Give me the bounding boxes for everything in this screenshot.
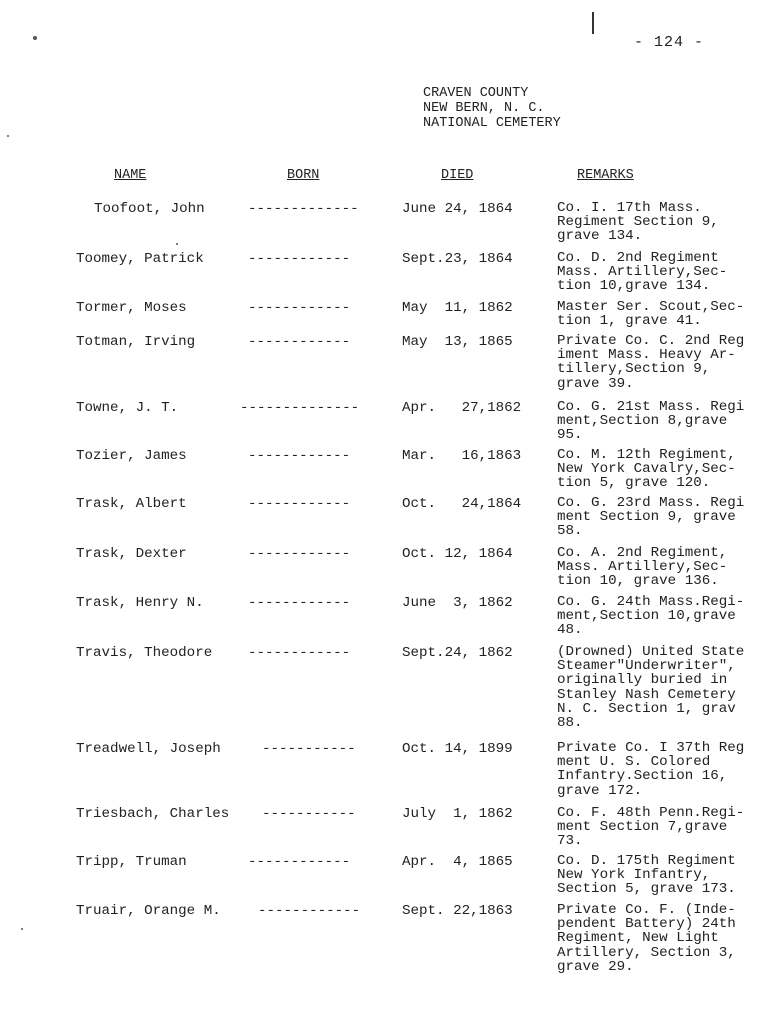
remarks-line: Co. G. 23rd Mass. Regi	[557, 495, 745, 511]
record-remarks	[557, 334, 744, 391]
remarks-line: Co. G. 24th Mass.Regi-	[557, 594, 745, 610]
record-born: ------------	[248, 334, 351, 350]
remarks-line: (Drowned) United State	[557, 644, 745, 660]
remarks-line: ment,Section 8,grave	[557, 413, 728, 430]
remarks-line: iment Mass. Heavy Ar-	[557, 347, 736, 364]
record-died: Apr. 4, 1865	[402, 854, 513, 870]
remarks-line: Master Ser. Scout,Sec-	[557, 299, 745, 315]
page-number: - 124 -	[634, 34, 705, 51]
record-remarks	[557, 741, 744, 798]
scan-speck	[7, 135, 9, 137]
column-header-died: DIED	[441, 168, 474, 183]
record-died: Sept.23, 1864	[402, 251, 513, 267]
remarks-line: New York Infantry,	[557, 867, 711, 884]
record-name: Tozier, James	[76, 448, 187, 464]
record-born: ------------	[248, 448, 351, 464]
record-remarks	[557, 496, 744, 539]
remarks-line: tion 1, grave 41.	[557, 313, 702, 330]
record-name: Travis, Theodore	[76, 645, 213, 661]
remarks-line: New York Cavalry,Sec-	[557, 461, 736, 478]
record-remarks	[557, 546, 727, 589]
scan-speck	[176, 243, 178, 245]
record-born: -----------	[262, 806, 356, 822]
record-born: ------------	[258, 903, 361, 919]
record-remarks	[557, 448, 736, 491]
column-header-born: BORN	[287, 168, 320, 183]
record-name: Tripp, Truman	[76, 854, 187, 870]
remarks-line: 58.	[557, 523, 583, 540]
record-remarks	[557, 645, 744, 730]
record-remarks	[557, 806, 744, 849]
remarks-line: Private Co. F. (Inde-	[557, 902, 736, 918]
remarks-line: Co. D. 175th Regiment	[557, 853, 736, 869]
remarks-line: 73.	[557, 833, 583, 850]
remarks-line: grave 172.	[557, 782, 643, 799]
record-remarks	[557, 903, 736, 974]
remarks-line: Regiment Section 9,	[557, 214, 719, 231]
record-born: ------------	[248, 854, 351, 870]
record-remarks	[557, 595, 744, 638]
record-name: Truair, Orange M.	[76, 903, 221, 919]
record-born: ------------	[248, 595, 351, 611]
record-remarks	[557, 300, 744, 328]
remarks-line: grave 29.	[557, 958, 634, 975]
remarks-line: Co. F. 48th Penn.Regi-	[557, 805, 745, 821]
remarks-line: Mass. Artillery,Sec-	[557, 559, 728, 576]
remarks-line: tillery,Section 9,	[557, 361, 711, 378]
record-remarks	[557, 201, 719, 244]
header-county: CRAVEN COUNTY	[423, 86, 529, 101]
record-name: Trask, Dexter	[76, 546, 187, 562]
scan-speck	[33, 36, 37, 40]
record-remarks	[557, 400, 744, 443]
remarks-line: 88.	[557, 715, 583, 732]
record-name: Triesbach, Charles	[76, 806, 230, 822]
remarks-line: Section 5, grave 173.	[557, 881, 736, 898]
remarks-line: N. C. Section 1, grav	[557, 700, 736, 717]
record-born: ------------	[248, 546, 351, 562]
record-born: ------------	[248, 300, 351, 316]
record-name: Towne, J. T.	[76, 400, 179, 416]
record-died: Apr. 27,1862	[402, 400, 522, 416]
remarks-line: Artillery, Section 3,	[557, 944, 736, 961]
remarks-line: ment Section 9, grave	[557, 509, 736, 526]
remarks-line: Steamer"Underwriter",	[557, 658, 736, 675]
record-died: Sept. 22,1863	[402, 903, 513, 919]
remarks-line: Co. D. 2nd Regiment	[557, 250, 719, 266]
record-born: ------------	[248, 645, 351, 661]
remarks-line: ment U. S. Colored	[557, 754, 711, 771]
record-died: Sept.24, 1862	[402, 645, 513, 661]
header-cemetery: NATIONAL CEMETERY	[423, 116, 561, 131]
record-name: Totman, Irving	[76, 334, 196, 350]
remarks-line: tion 5, grave 120.	[557, 475, 711, 492]
remarks-line: 48.	[557, 622, 583, 639]
record-born: -------------	[248, 201, 359, 217]
remarks-line: Stanley Nash Cemetery	[557, 686, 736, 703]
record-died: Mar. 16,1863	[402, 448, 522, 464]
record-died: May 11, 1862	[402, 300, 513, 316]
record-died: July 1, 1862	[402, 806, 513, 822]
record-born: ------------	[248, 496, 351, 512]
column-header-remarks: REMARKS	[577, 168, 634, 183]
record-born: ------------	[248, 251, 351, 267]
page-mark	[592, 12, 594, 34]
remarks-line: Co. M. 12th Regiment,	[557, 447, 736, 463]
column-header-name: NAME	[114, 168, 147, 183]
record-remarks	[557, 251, 727, 294]
record-died: Oct. 14, 1899	[402, 741, 513, 757]
remarks-line: tion 10,grave 134.	[557, 278, 711, 295]
record-died: Oct. 12, 1864	[402, 546, 513, 562]
remarks-line: Regiment, New Light	[557, 930, 719, 947]
record-died: May 13, 1865	[402, 334, 513, 350]
scan-speck	[21, 928, 23, 930]
header-city: NEW BERN, N. C.	[423, 101, 545, 116]
record-remarks	[557, 854, 736, 897]
record-died: Oct. 24,1864	[402, 496, 522, 512]
record-born: -----------	[262, 741, 356, 757]
remarks-line: ment,Section 10,grave	[557, 608, 736, 625]
record-born: --------------	[240, 400, 360, 416]
remarks-line: grave 134.	[557, 228, 643, 245]
record-died: June 3, 1862	[402, 595, 513, 611]
remarks-line: tion 10, grave 136.	[557, 573, 719, 590]
remarks-line: Co. I. 17th Mass.	[557, 200, 702, 216]
remarks-line: Private Co. I 37th Reg	[557, 740, 745, 756]
record-name: Trask, Albert	[76, 496, 187, 512]
remarks-line: ment Section 7,grave	[557, 819, 728, 836]
record-name: Trask, Henry N.	[76, 595, 204, 611]
page-header	[423, 86, 561, 131]
remarks-line: Infantry.Section 16,	[557, 768, 728, 785]
record-name: Toofoot, John	[94, 201, 205, 217]
remarks-line: originally buried in	[557, 672, 728, 689]
remarks-line: Private Co. C. 2nd Reg	[557, 333, 745, 349]
remarks-line: 95.	[557, 427, 583, 444]
remarks-line: Mass. Artillery,Sec-	[557, 264, 728, 281]
remarks-line: pendent Battery) 24th	[557, 916, 736, 933]
record-name: Tormer, Moses	[76, 300, 187, 316]
remarks-line: Co. G. 21st Mass. Regi	[557, 399, 745, 415]
remarks-line: Co. A. 2nd Regiment,	[557, 545, 728, 561]
record-died: June 24, 1864	[402, 201, 513, 217]
record-name: Toomey, Patrick	[76, 251, 204, 267]
remarks-line: grave 39.	[557, 375, 634, 392]
record-name: Treadwell, Joseph	[76, 741, 221, 757]
